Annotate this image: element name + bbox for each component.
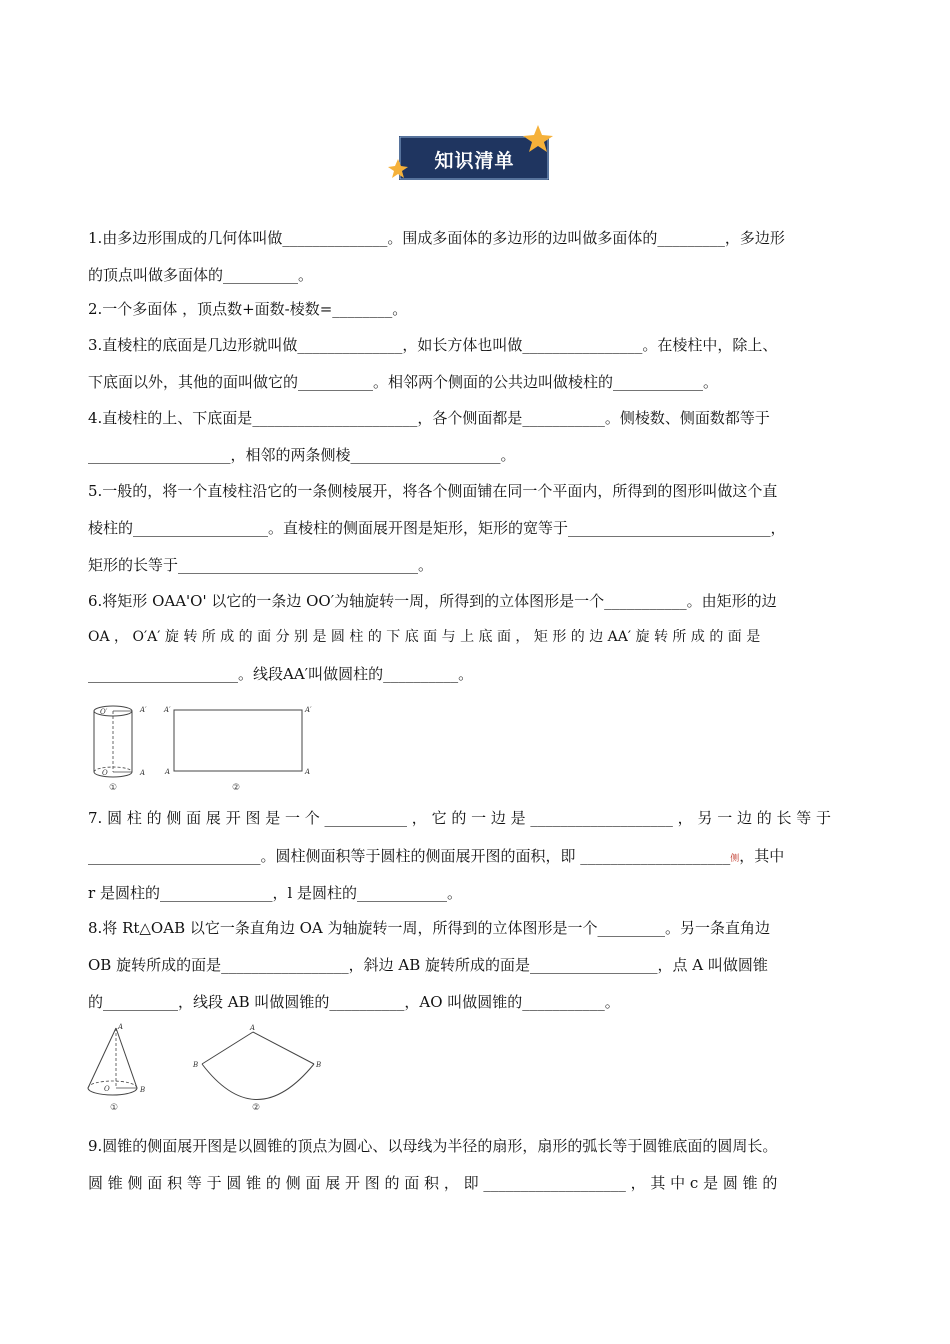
item-6-line-1: 6.将矩形 OAA'O' 以它的一条边 OO′为轴旋转一周，所得到的立体图形是一个___________。由矩形的边	[88, 592, 777, 610]
item-8-line-1: 8.将 Rt△OAB 以它一条直角边 OA 为轴旋转一周，所得到的立体图形是一个_________。另一条直角边	[88, 919, 771, 937]
item-6-line-3: ____________________。线段AA′叫做圆柱的__________。	[88, 665, 474, 683]
section-banner	[396, 133, 553, 185]
caption-2: ②	[252, 1103, 261, 1113]
item-5-line-2: 棱柱的__________________。直棱柱的侧面展开图是矩形，矩形的宽等于___________________________，	[88, 519, 786, 537]
figure-cone-unfolded	[82, 1020, 332, 1115]
figure-cylinder-unfolded	[86, 700, 326, 795]
label-a-top: A′	[140, 706, 147, 714]
item-7-line-2-text: _______________________。圆柱侧面积等于圆柱的侧面展开图的面积，即 ____________________	[88, 847, 731, 865]
label-rect-a-top-left: A′	[164, 706, 171, 714]
cylinder-drawing	[94, 706, 132, 777]
label-cone-b: B	[140, 1086, 146, 1094]
label-sector-b-left: B	[193, 1061, 199, 1069]
item-5-line-1: 5.一般的，将一个直棱柱沿它的一条侧棱展开，将各个侧面铺在同一个平面内，所得到的图形叫做这个直	[88, 482, 778, 500]
caption-2: ②	[232, 783, 241, 793]
item-1-line-1: 1.由多边形围成的几何体叫做______________。围成多面体的多边形的边叫做多面体的_________，多边形	[88, 229, 785, 247]
item-7-tail: ，其中	[739, 847, 785, 865]
item-5-line-3: 矩形的长等于________________________________。	[88, 556, 434, 574]
formula-mark: 侧	[730, 854, 740, 864]
label-sector-b-right: B	[316, 1061, 322, 1069]
label-rect-a-bottom-right: A	[305, 768, 311, 776]
item-1-line-2: 的顶点叫做多面体的__________。	[88, 266, 314, 284]
item-7-line-1: 7. 圆 柱 的 侧 面 展 开 图 是 一 个 ___________ ， 它 的 一 边 是 ___________________ ， 另 一 边 的 长 等 于	[88, 809, 832, 827]
item-2-line-1: 2.一个多面体 ，顶点数+面数-棱数=________。	[88, 300, 408, 318]
banner-title: 知识清单	[434, 149, 515, 172]
label-sector-a: A	[250, 1024, 256, 1032]
label-o-top: O′	[100, 708, 108, 716]
caption-1: ①	[109, 783, 118, 793]
item-3-line-1: 3.直棱柱的底面是几边形就叫做______________，如长方体也叫做________________。在棱柱中，除上、	[88, 336, 778, 354]
caption-1: ①	[110, 1103, 119, 1113]
item-4-line-2: ___________________，相邻的两条侧棱____________________。	[88, 446, 516, 464]
label-a-bottom: A	[140, 769, 146, 777]
item-8-line-2: OB 旋转所成的面是_________________，斜边 AB 旋转所成的面是_________________，点 A 叫做圆锥	[88, 956, 768, 974]
item-8-line-3: 的__________，线段 AB 叫做圆锥的__________，AO 叫做圆锥的___________。	[88, 993, 620, 1011]
item-6-line-2: OA ， O′A′ 旋 转 所 成 的 面 分 别 是 圆 柱 的 下 底 面 与 上 底 面 ， 矩 形 的 边 AA′ 旋 转 所 成 的 面 是	[88, 629, 761, 645]
item-9-line-1: 9.圆锥的侧面展开图是以圆锥的顶点为圆心、以母线为半径的扇形，扇形的弧长等于圆锥底面的圆周长。	[88, 1137, 778, 1155]
item-7-line-3: r 是圆柱的_______________，l 是圆柱的____________。	[88, 884, 463, 902]
sector-drawing	[202, 1032, 314, 1100]
label-cone-a: A	[118, 1023, 124, 1031]
item-4-line-1: 4.直棱柱的上、下底面是______________________，各个侧面都是___________。侧棱数、侧面数都等于	[88, 409, 770, 427]
label-rect-a-top-right: A′	[305, 706, 312, 714]
item-9-line-2: 圆 锥 侧 面 积 等 于 圆 锥 的 侧 面 展 开 图 的 面 积 ， 即 ___________________ ， 其 中 c 是 圆 锥 的	[88, 1174, 778, 1192]
label-cone-o: O	[104, 1085, 110, 1093]
unfolded-rectangle	[174, 710, 302, 771]
label-o-bottom: O	[102, 769, 108, 777]
label-rect-a-bottom-left: A	[165, 768, 171, 776]
item-3-line-2: 下底面以外，其他的面叫做它的__________。相邻两个侧面的公共边叫做棱柱的____________。	[88, 373, 719, 391]
cone-drawing	[88, 1028, 137, 1095]
item-7-line-2	[88, 846, 864, 869]
